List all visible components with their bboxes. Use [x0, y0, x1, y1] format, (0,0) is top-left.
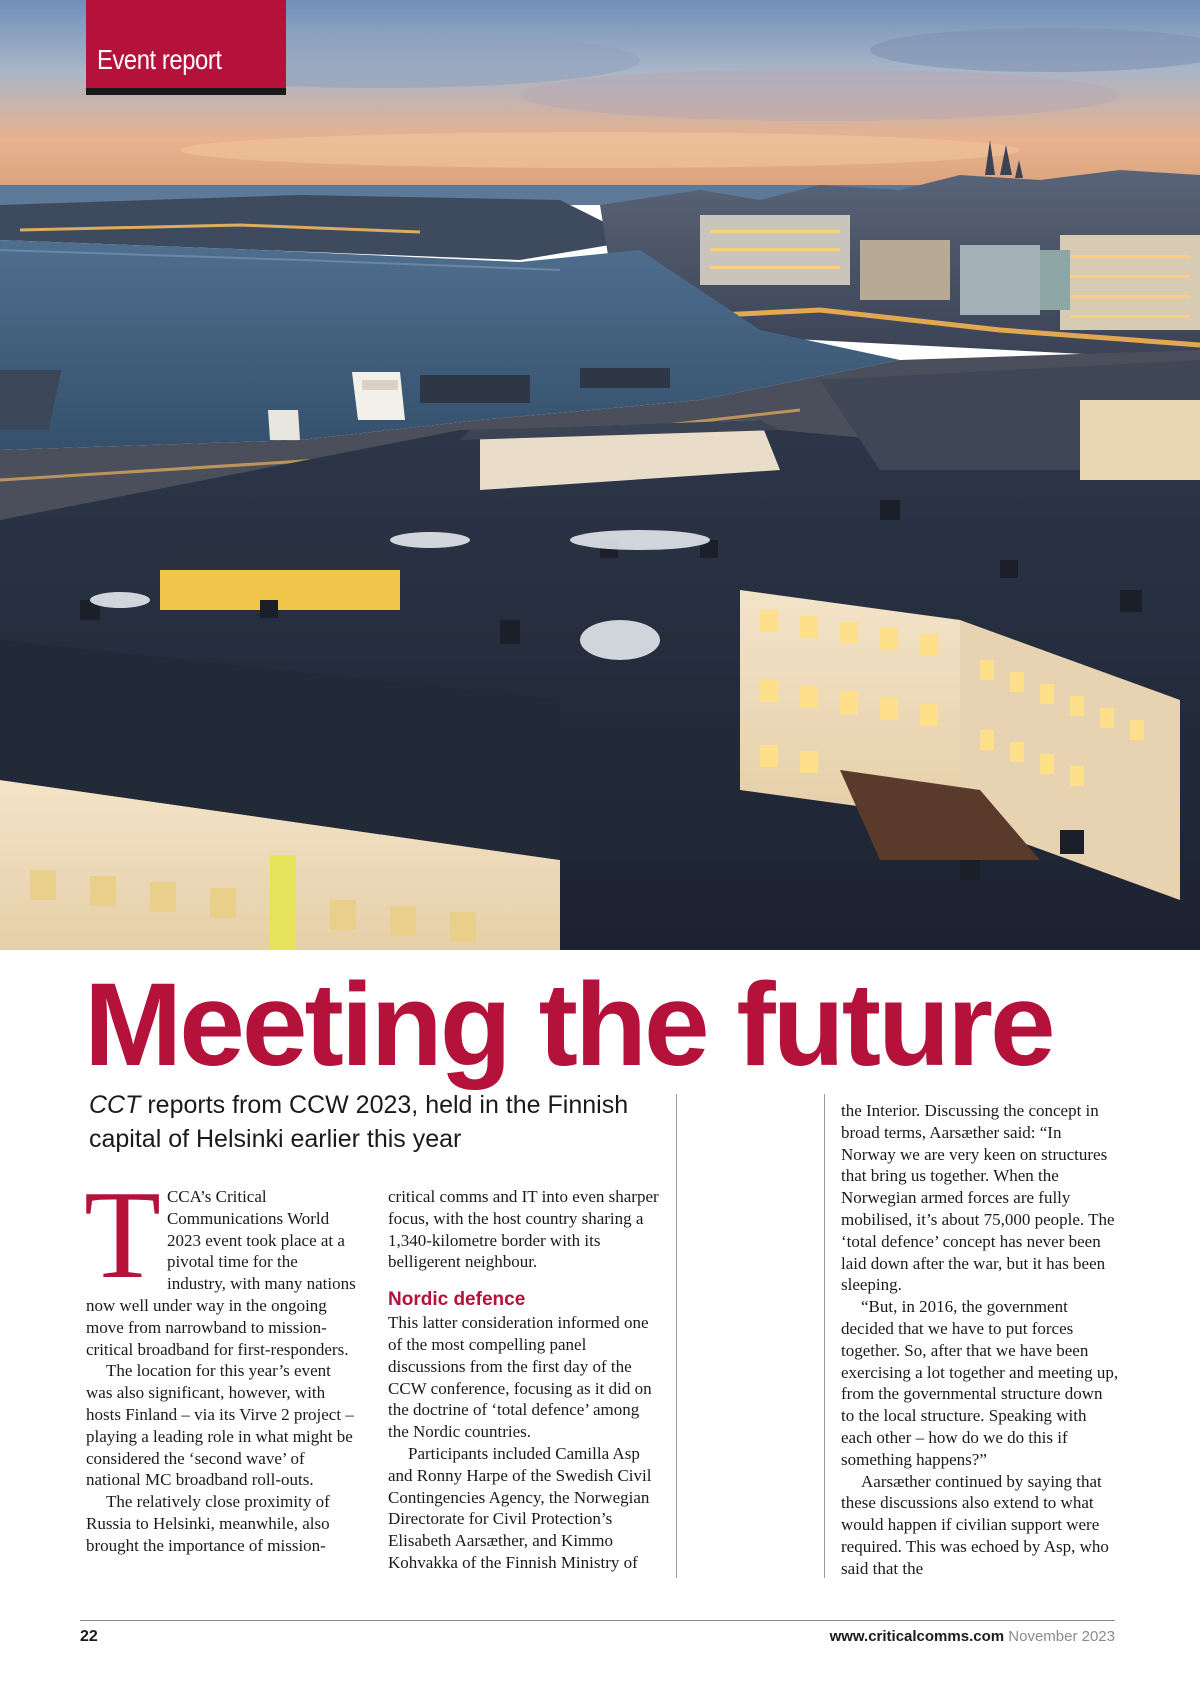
- paragraph-text: CCA’s Critical Communications World 2023 event took place at a pivotal time for the industry, with many nations now well under way in the ongoing move from narrowband to mission-critical broadband for first-responders.: [86, 1187, 356, 1359]
- footer-info: [830, 1628, 1115, 1645]
- article-column-2: [388, 1186, 664, 1574]
- paragraph: [84, 1166, 358, 1360]
- footer-date: November 2023: [1008, 1628, 1115, 1645]
- section-tab: [86, 0, 286, 88]
- article-column-1: [84, 1166, 358, 1557]
- standfirst-italic-lead: CCT: [89, 1091, 141, 1119]
- paragraph: critical comms and IT into even sharper focus, with the host country sharing a 1,340-kilometre border with its belligerent neighbour.: [388, 1187, 659, 1272]
- paragraph: Participants included Camilla Asp and Ronny Harpe of the Swedish Civil Contingencies Agency, the Norwegian Directorate for Civil Protection’s Elisabeth Aarsæther, and Kimmo Kohvakka of the Finnish Ministry of: [388, 1443, 652, 1572]
- paragraph: “But, in 2016, the government decided that we have to put forces together. So, after that we have been exercising a lot together and meeting up, from the governmental structure down to the local structure. Speaking with each other – how do we do this if something happens?”: [841, 1297, 1119, 1469]
- article-headline: Meeting the future: [84, 959, 1053, 1091]
- paragraph: Aarsæther continued by saying that these discussions also extend to what would happen if civilian support were required. This was echoed by Asp, who said that the: [841, 1471, 1109, 1578]
- subheading: Nordic defence: [388, 1289, 526, 1311]
- paragraph: The location for this year’s event was also significant, however, with hosts Finland – via its Virve 2 project – playing a leading role in what might be considered the ‘second wave’ of national MC broadband roll-outs.: [86, 1361, 354, 1490]
- standfirst-text: reports from CCW 2023, held in the Finnish capital of Helsinki earlier this year: [89, 1091, 629, 1153]
- section-tab-label: Event report: [97, 44, 222, 75]
- page-number: 22: [80, 1628, 98, 1645]
- dropcap: T: [84, 1166, 161, 1305]
- article-column-3: [841, 1100, 1119, 1580]
- column-divider: [676, 1094, 677, 1578]
- section-tab-underline: [86, 88, 286, 95]
- column-divider: [824, 1094, 825, 1578]
- footer-url: www.criticalcomms.com: [829, 1628, 1005, 1645]
- footer-rule: [80, 1620, 1115, 1621]
- paragraph: This latter consideration informed one of the most compelling panel discussions from the first day of the CCW conference, focusing as it did on the doctrine of ‘total defence’ among the Nordic countries.: [388, 1313, 652, 1442]
- article-standfirst: [89, 1088, 669, 1156]
- paragraph: The relatively close proximity of Russia to Helsinki, meanwhile, also brought the importance of mission-: [86, 1492, 330, 1555]
- paragraph: the Interior. Discussing the concept in broad terms, Aarsæther said: “In Norway we are very keen on structures that bring us together. When the Norwegian armed forces are fully mobilised, it’s about 75,000 people. The ‘total defence’ concept has never been laid down after the war, but it has been sleeping.: [841, 1101, 1115, 1295]
